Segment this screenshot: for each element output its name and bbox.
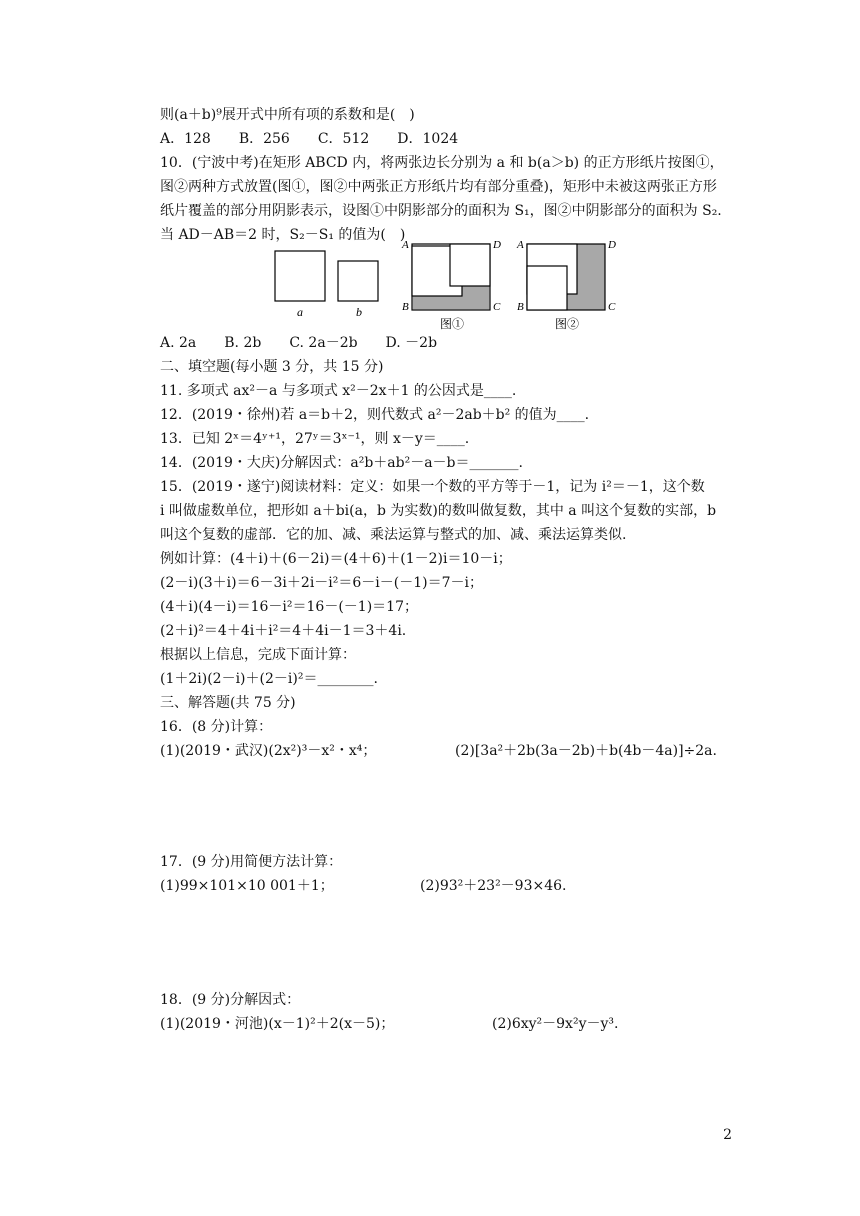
fig1-caption: 图① xyxy=(440,317,465,331)
fig1-label-D: D xyxy=(493,239,501,251)
page-number: 2 xyxy=(723,1127,732,1143)
q10-line-2: 图②两种方式放置(图①，图②中两张正方形纸片均有部分重叠)，矩形中未被这两张正方形 xyxy=(160,179,717,195)
q10-line-3: 纸片覆盖的部分用阴影表示，设图①中阴影部分的面积为 S₁，图②中阴影部分的面积为 S₂. xyxy=(160,203,722,219)
fig2-caption: 图② xyxy=(555,317,580,331)
fig1-label-A: A xyxy=(402,239,409,251)
q15-example-4: (2＋i)²＝4＋4i＋i²＝4＋4i－1＝3＋4i. xyxy=(160,623,407,639)
q10-line-4: 当 AD－AB＝2 时，S₂－S₁ 的值为( ) xyxy=(160,227,406,243)
fig2-label-C: C xyxy=(608,301,616,313)
q17-stem: 17．(9 分)用简便方法计算： xyxy=(160,854,343,870)
q15-line-2: i 叫做虚数单位，把形如 a＋bi(a，b 为实数)的数叫做复数，其中 a 叫这个复数的实部，b xyxy=(160,503,717,519)
q10-options: A. 2a B. 2b C. 2a－2b D. －2b xyxy=(160,335,438,351)
q16-part-2: (2)[3a²＋2b(3a－2b)＋b(4b－4a)]÷2a. xyxy=(455,743,717,759)
fig2-label-B: B xyxy=(517,301,524,313)
q17-part-2: (2)93²＋23²－93×46. xyxy=(420,878,567,894)
q14: 14．(2019・大庆)分解因式：a²b＋ab²－a－b＝_______. xyxy=(160,455,523,471)
q15-example-3: (4＋i)(4－i)＝16－i²＝16－(－1)＝17； xyxy=(160,599,418,615)
fig2-square-b xyxy=(527,266,567,310)
fig1 xyxy=(401,239,501,331)
q15-instruction: 根据以上信息，完成下面计算： xyxy=(160,647,356,663)
q15-line-3: 叫这个复数的虚部．它的加、减、乘法运算与整式的加、减、乘法运算类似. xyxy=(160,527,627,543)
fig1-label-C: C xyxy=(493,301,501,313)
fig1-label-B: B xyxy=(402,301,409,313)
q10-figure xyxy=(265,236,635,336)
q15-example-2: (2－i)(3＋i)＝6－3i＋2i－i²＝6－i－(－1)＝7－i； xyxy=(160,575,483,591)
fig2-label-D: D xyxy=(608,239,616,251)
section-2-heading: 二、填空题(每小题 3 分，共 15 分) xyxy=(160,359,384,375)
q9-options: A．128 B．256 C．512 D．1024 xyxy=(160,131,459,147)
q15-example-1: 例如计算：(4＋i)＋(6－2i)＝(4＋6)＋(1－2)i＝10－i； xyxy=(160,551,512,567)
fig1-square-b xyxy=(450,244,490,286)
q16-stem: 16．(8 分)计算： xyxy=(160,719,273,735)
q11: 11. 多项式 ax²－a 与多项式 x²－2x＋1 的公因式是____. xyxy=(160,383,517,399)
q18-part-1: (1)(2019・河池)(x－1)²＋2(x－5)； xyxy=(160,1016,395,1032)
fig2 xyxy=(516,239,616,331)
fig2-label-A: A xyxy=(517,239,524,251)
q13: 13．已知 2ˣ＝4ʸ⁺¹，27ʸ＝3ˣ⁻¹，则 x－y＝____. xyxy=(160,431,470,447)
q17-part-1: (1)99×101×10 001＋1； xyxy=(160,878,334,894)
q16-part-1: (1)(2019・武汉)(2x²)³－x²・x⁴； xyxy=(160,743,377,759)
q18-stem: 18．(9 分)分解因式： xyxy=(160,992,301,1008)
q15-line-1: 15．(2019・遂宁)阅读材料：定义：如果一个数的平方等于－1，记为 i²＝－1，这个数 xyxy=(160,479,705,495)
square-a xyxy=(275,251,325,301)
q10-line-1: 10．(宁波中考)在矩形 ABCD 内，将两张边长分别为 a 和 b(a＞b) 的正方形纸片按图①， xyxy=(160,155,724,171)
section-3-heading: 三、解答题(共 75 分) xyxy=(160,695,296,711)
q12: 12．(2019・徐州)若 a＝b＋2，则代数式 a²－2ab＋b² 的值为____. xyxy=(160,407,590,423)
square-b xyxy=(338,261,378,301)
q9-stem-end: 则(a＋b)⁹展开式中所有项的系数和是( ) xyxy=(160,107,415,123)
q18-part-2: (2)6xy²－9x²y－y³. xyxy=(492,1016,619,1032)
q15-task: (1＋2i)(2－i)＋(2－i)²＝________. xyxy=(160,671,378,687)
label-a: a xyxy=(297,305,303,319)
label-b: b xyxy=(356,305,362,319)
